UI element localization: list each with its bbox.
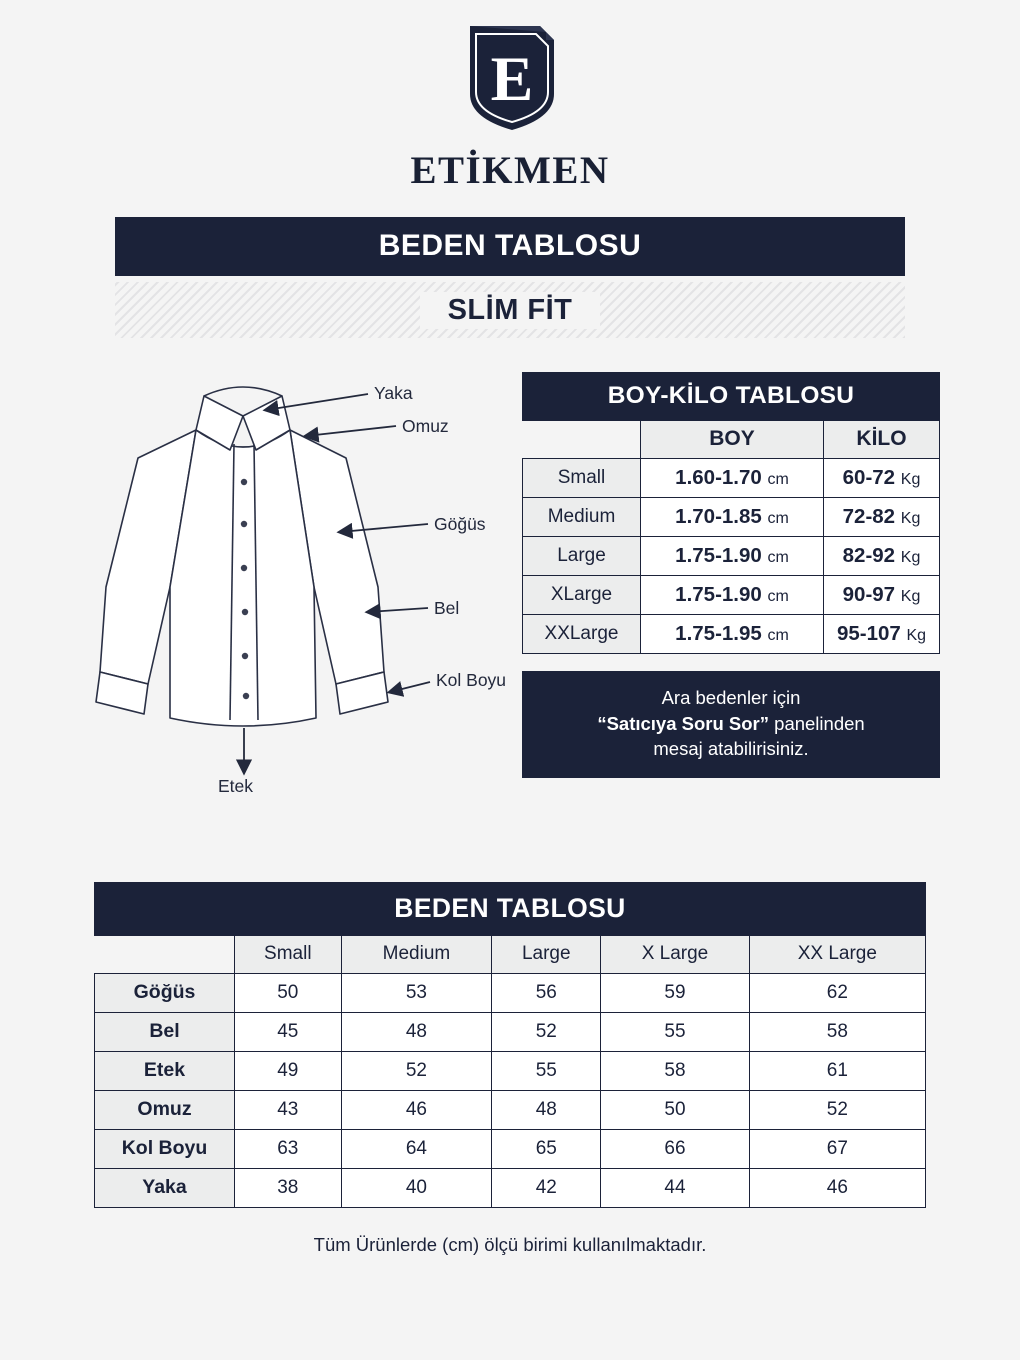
mt-row-label: Omuz: [95, 1091, 235, 1130]
brand-name: ETİKMEN: [410, 149, 610, 192]
mt-cell: 67: [749, 1130, 925, 1169]
mt-cell: 58: [601, 1052, 749, 1091]
label-kol-boyu: Kol Boyu: [436, 670, 507, 690]
mt-cell: 55: [601, 1013, 749, 1052]
table-row: [95, 974, 926, 1013]
table-row: [523, 576, 940, 615]
table-row: [95, 1130, 926, 1169]
mt-cell: 43: [235, 1091, 342, 1130]
label-omuz: Omuz: [402, 416, 449, 436]
hw-size: Medium: [523, 498, 641, 537]
measurement-table-title: BEDEN TABLOSU: [95, 883, 926, 936]
note-quote: “Satıcıya Soru Sor”: [597, 712, 770, 734]
brand-shield-icon: [462, 22, 558, 134]
mt-col-large: Large: [492, 936, 601, 974]
mt-cell: 40: [341, 1169, 492, 1208]
mt-row-label: Bel: [95, 1013, 235, 1052]
shirt-diagram: [78, 372, 508, 842]
hw-boy: 1.70-1.85 cm: [641, 498, 824, 537]
mt-cell: 66: [601, 1130, 749, 1169]
hw-col-kilo: KİLO: [824, 421, 940, 459]
hw-kilo: 60-72 Kg: [824, 459, 940, 498]
mt-cell: 56: [492, 974, 601, 1013]
mt-cell: 46: [749, 1169, 925, 1208]
height-weight-table: [522, 372, 940, 654]
hw-kilo: 82-92 Kg: [824, 537, 940, 576]
hw-size: XLarge: [523, 576, 641, 615]
label-bel: Bel: [434, 598, 460, 618]
note-line-2: [532, 711, 930, 737]
table-row: [95, 1052, 926, 1091]
hw-kilo: 72-82 Kg: [824, 498, 940, 537]
hw-size: Small: [523, 459, 641, 498]
hw-boy: 1.75-1.90 cm: [641, 537, 824, 576]
height-weight-title: BOY-KİLO TABLOSU: [523, 373, 940, 421]
mt-row-label: Kol Boyu: [95, 1130, 235, 1169]
mt-cell: 48: [492, 1091, 601, 1130]
info-note: [522, 671, 940, 778]
mt-cell: 52: [492, 1013, 601, 1052]
brand-header: [0, 0, 1020, 193]
mt-cell: 55: [492, 1052, 601, 1091]
hw-kilo: 90-97 Kg: [824, 576, 940, 615]
mt-col-medium: Medium: [341, 936, 492, 974]
mt-cell: 48: [341, 1013, 492, 1052]
mt-cell: 45: [235, 1013, 342, 1052]
mt-cell: 61: [749, 1052, 925, 1091]
label-yaka: Yaka: [374, 383, 413, 403]
table-row: [95, 1169, 926, 1208]
table-row: [523, 498, 940, 537]
note-line-3: mesaj atabilirisiniz.: [653, 738, 809, 760]
hw-boy: 1.75-1.95 cm: [641, 615, 824, 654]
mt-cell: 65: [492, 1130, 601, 1169]
brand-monogram: E: [490, 43, 534, 114]
hw-corner-cell: [523, 421, 641, 459]
table-row: [523, 615, 940, 654]
mt-row-label: Yaka: [95, 1169, 235, 1208]
mt-cell: 59: [601, 974, 749, 1013]
mt-cell: 58: [749, 1013, 925, 1052]
mt-corner-cell: [95, 936, 235, 974]
table-row: [523, 537, 940, 576]
mt-cell: 53: [341, 974, 492, 1013]
middle-section: [0, 372, 1020, 842]
mt-col-xlarge: X Large: [601, 936, 749, 974]
mt-cell: 50: [235, 974, 342, 1013]
measurement-table: [94, 882, 926, 1208]
table-row: [523, 459, 940, 498]
label-etek: Etek: [218, 776, 254, 796]
mt-cell: 63: [235, 1130, 342, 1169]
mt-cell: 52: [341, 1052, 492, 1091]
note-line-2-tail: panelinden: [769, 712, 865, 734]
mt-row-label: Etek: [95, 1052, 235, 1091]
fit-subtitle-bar: [115, 282, 905, 338]
mt-cell: 62: [749, 974, 925, 1013]
hw-kilo: 95-107 Kg: [824, 615, 940, 654]
page-title: BEDEN TABLOSU: [115, 217, 905, 276]
mt-cell: 44: [601, 1169, 749, 1208]
mt-cell: 50: [601, 1091, 749, 1130]
mt-cell: 46: [341, 1091, 492, 1130]
hw-col-boy: BOY: [641, 421, 824, 459]
footer-note: Tüm Ürünlerde (cm) ölçü birimi kullanılmaktadır.: [313, 1234, 707, 1255]
mt-cell: 52: [749, 1091, 925, 1130]
hw-boy: 1.60-1.70 cm: [641, 459, 824, 498]
mt-cell: 42: [492, 1169, 601, 1208]
label-gogus: Göğüs: [434, 514, 486, 534]
note-line-1: Ara bedenler için: [661, 687, 801, 708]
table-row: [95, 1091, 926, 1130]
fit-subtitle: SLİM FİT: [420, 292, 601, 329]
hw-size: Large: [523, 537, 641, 576]
hw-boy: 1.75-1.90 cm: [641, 576, 824, 615]
mt-row-label: Göğüs: [95, 974, 235, 1013]
mt-cell: 38: [235, 1169, 342, 1208]
mt-col-small: Small: [235, 936, 342, 974]
table-row: [95, 1013, 926, 1052]
hw-size: XXLarge: [523, 615, 641, 654]
mt-cell: 64: [341, 1130, 492, 1169]
measurement-table-wrap: [94, 882, 926, 1256]
mt-cell: 49: [235, 1052, 342, 1091]
mt-col-xxlarge: XX Large: [749, 936, 925, 974]
